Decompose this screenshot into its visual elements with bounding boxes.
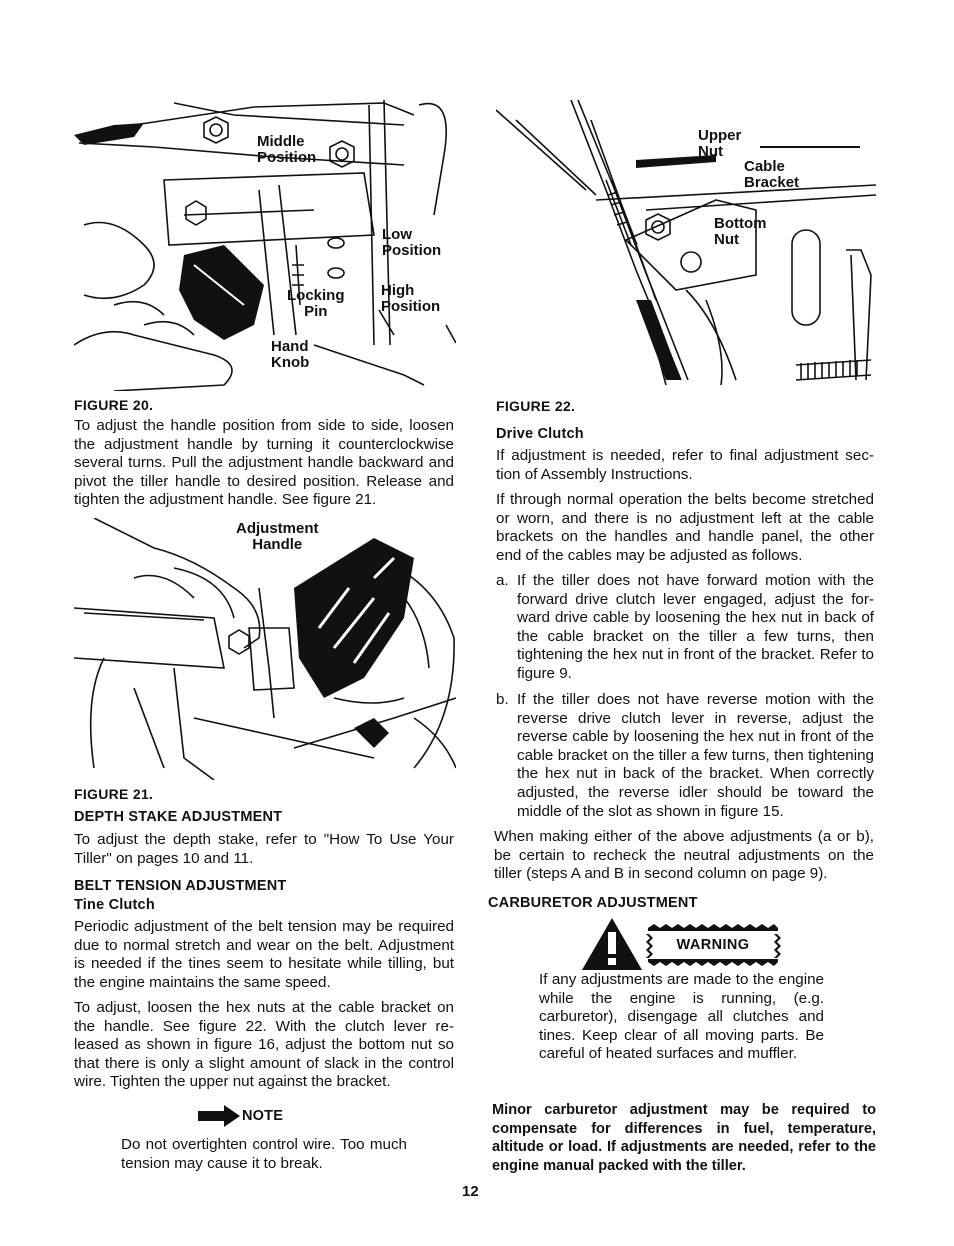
upper-nut-label: Upper Nut	[698, 127, 742, 160]
item-a-marker: a.	[496, 572, 509, 589]
warning-text: If any adjustments are made to the engine while the engine is running, (e.g. carburetor), disengage all clutches and tines. Keep clear of all moving parts. Be careful of heated surfaces and muffler.	[539, 971, 824, 1063]
belt-tension-heading: BELT TENSION ADJUSTMENT	[74, 878, 287, 894]
low-position-label: Low Position	[382, 226, 442, 259]
tine-clutch-subheading: Tine Clutch	[74, 897, 155, 913]
carburetor-bold-paragraph: Minor carburetor adjustment may be required to compensate for differences in fuel, temperature, altitude or load. If adjustments are needed, refer to the engine manual packed with the tiller.	[492, 1102, 876, 1174]
warning-banner	[644, 924, 782, 966]
bottom-nut-label: Bottom Nut	[714, 215, 767, 248]
cable-bracket-label: Cable Bracket	[744, 158, 800, 191]
item-a-text: If the tiller does not have forward motion with the forward drive clutch lever engaged, adjust the for-ward drive cable by loosening the hex nut in back of the cable bracket on the tiller a few turns, then tightening the hex nut in front of the bracket. Refer to figure 9.	[517, 572, 874, 682]
middle-position-label: Middle Position	[257, 133, 317, 166]
belt-tension-paragraph-2: To adjust, loosen the hex nuts at the cable bracket on the handle. See figure 22. With the clutch lever re-leased as shown in figure 16, adjust the bottom nut so that there is only a slight amount of slack in the control wire. Tighten the upper nut against the bracket.	[74, 999, 454, 1091]
upper-nut-leader-line	[760, 146, 860, 148]
high-position-label: High Position	[381, 282, 441, 315]
arrow-right-icon	[198, 1105, 240, 1132]
locking-pin-label: Locking Pin	[287, 287, 345, 320]
note-text: Do not overtighten control wire. Too much tension may cause it to break.	[121, 1136, 407, 1172]
drive-clutch-paragraph-3: When making either of the above adjustments (a or b), be certain to recheck the neutral adjustments on the tiller (steps A and B in second column on page 9).	[494, 828, 874, 883]
handle-position-paragraph: To adjust the handle position from side to side, loosen the adjustment handle by turning it counterclockwise several turns. Pull the adjustment handle backward and pivot the tiller handle to desired position. Release and tighten the adjustment handle. See figure 21.	[74, 417, 454, 509]
figure-22-caption: FIGURE 22.	[496, 398, 576, 414]
warning-label: WARNING	[676, 937, 750, 953]
item-b-marker: b.	[496, 691, 509, 708]
depth-stake-paragraph: To adjust the depth stake, refer to "How To Use Your Tiller" on pages 10 and 11.	[74, 831, 454, 867]
hand-knob-label: Hand Knob	[271, 338, 310, 371]
figure-21-illustration	[74, 518, 456, 780]
drive-clutch-paragraph-2: If through normal operation the belts become stretched or worn, and there is no adjustment left at the cable brackets on the handles and handle panel, the other end of the cables may be adjusted as follows.	[496, 491, 874, 564]
figure-22-illustration	[496, 100, 876, 385]
figure-21-caption: FIGURE 21.	[74, 786, 154, 802]
adjustment-handle-label: Adjustment Handle	[236, 520, 319, 553]
item-b-text: If the tiller does not have reverse motion with the reverse drive clutch lever in reverse, adjust the reverse cable by loosening the hex nut in front of the cable bracket on the tiller a few turns, then tightening the hex nut in back of the bracket. When correctly adjusted, the reverse idler should be toward the middle of the slot as shown in figure 15.	[517, 691, 874, 820]
figure-20-caption: FIGURE 20.	[74, 397, 154, 413]
note-label: NOTE	[242, 1108, 284, 1124]
belt-tension-paragraph-1: Periodic adjustment of the belt tension may be required due to normal stretch and wear on the belt. Adjustment is needed if the tines seem to hesitate while tilling, but the engine maintains the same speed.	[74, 918, 454, 991]
page-number: 12	[462, 1183, 479, 1200]
carburetor-heading: CARBURETOR ADJUSTMENT	[488, 895, 698, 911]
warning-triangle-icon	[582, 918, 642, 975]
drive-clutch-heading: Drive Clutch	[496, 426, 584, 442]
depth-stake-heading: DEPTH STAKE ADJUSTMENT	[74, 809, 283, 825]
drive-clutch-paragraph-1: If adjustment is needed, refer to final adjustment sec-tion of Assembly Instructions.	[496, 447, 874, 483]
